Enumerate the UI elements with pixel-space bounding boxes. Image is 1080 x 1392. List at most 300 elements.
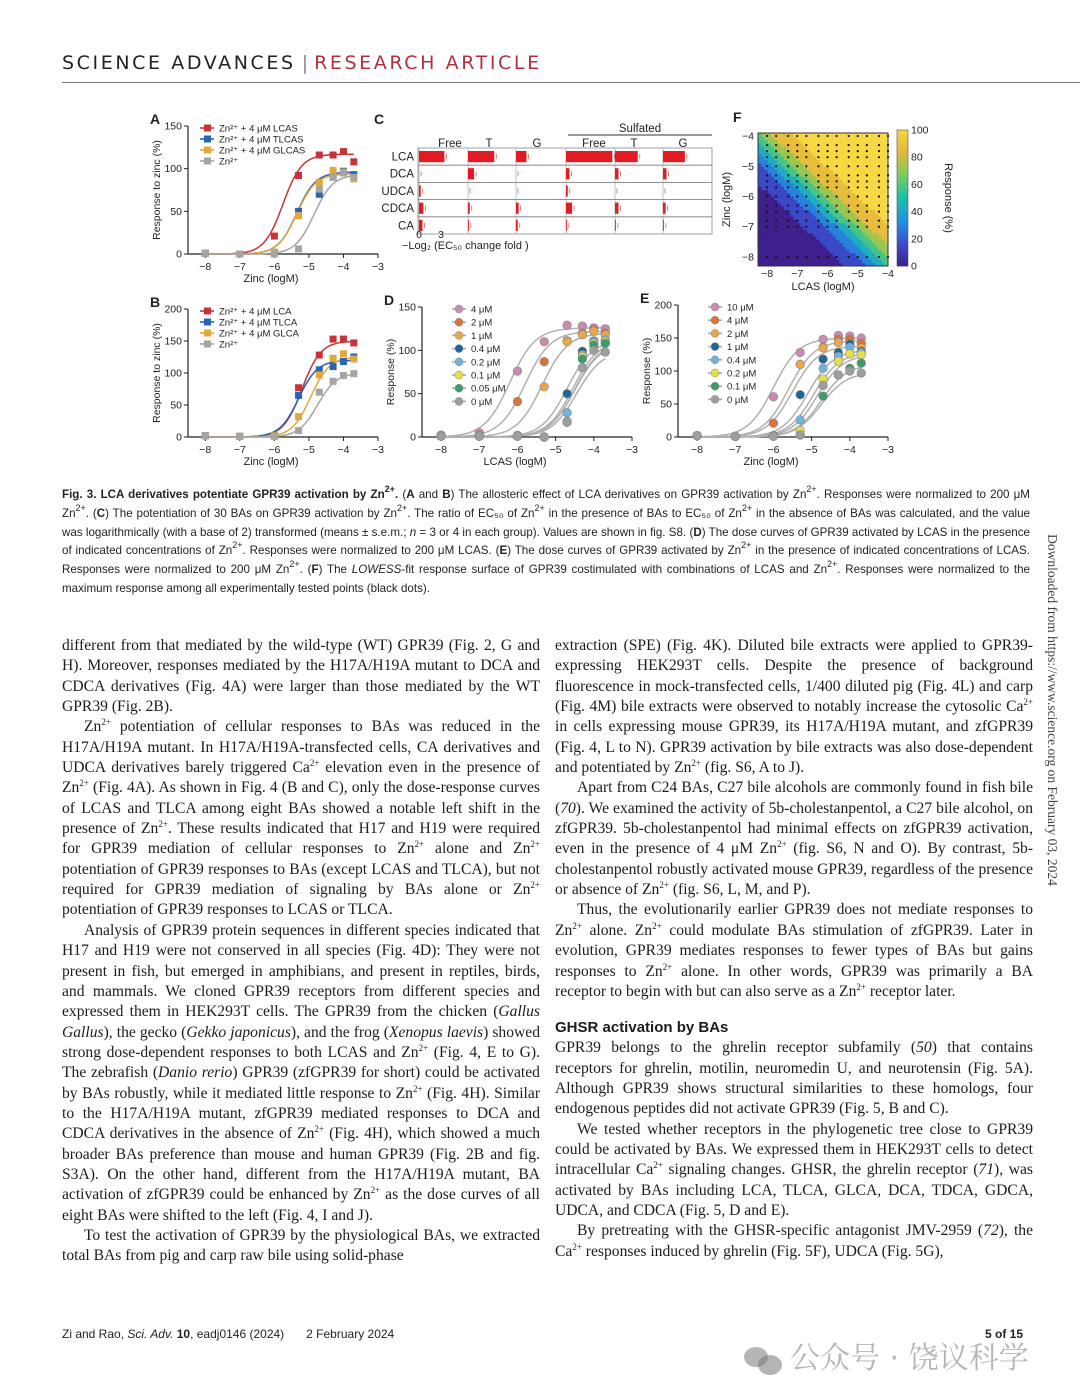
- heatmap-cell: [761, 206, 765, 210]
- heatmap-cell: [800, 150, 804, 154]
- heatmap-cell: [843, 249, 847, 253]
- tested-point: [766, 204, 768, 206]
- heatmap-cell: [771, 223, 775, 227]
- heatmap-cell: [869, 160, 873, 164]
- heatmap-cell: [872, 243, 876, 247]
- heatmap-cell: [771, 146, 775, 150]
- tested-point: [866, 220, 868, 222]
- heatmap-cell: [791, 160, 795, 164]
- heatmap-cell: [862, 180, 866, 184]
- heatmap-cell: [810, 223, 814, 227]
- bar: [516, 220, 518, 231]
- tested-point: [817, 165, 819, 167]
- heatmap-cell: [878, 229, 882, 233]
- heatmap-cell: [826, 153, 830, 157]
- heatmap-cell: [836, 249, 840, 253]
- heatmap-cell: [765, 239, 769, 243]
- heatmap-cell: [810, 213, 814, 217]
- heatmap-cell: [794, 236, 798, 240]
- heatmap-cell: [875, 140, 879, 144]
- heatmap-cell: [882, 150, 886, 154]
- heatmap-cell: [771, 249, 775, 253]
- heatmap-cell: [817, 146, 821, 150]
- heatmap-cell: [813, 146, 817, 150]
- heatmap-cell: [872, 156, 876, 160]
- heatmap-cell: [852, 196, 856, 200]
- heatmap-cell: [771, 233, 775, 237]
- heatmap-cell: [869, 143, 873, 147]
- heatmap-cell: [839, 163, 843, 167]
- heatmap-cell: [872, 229, 876, 233]
- heatmap-cell: [778, 190, 782, 194]
- tested-point: [805, 174, 807, 176]
- heatmap-cell: [761, 190, 765, 194]
- heatmap-cell: [761, 256, 765, 260]
- tested-point: [805, 186, 807, 188]
- tested-point: [887, 226, 889, 228]
- tested-point: [817, 210, 819, 212]
- y-tick-label: −6: [742, 190, 754, 203]
- heatmap-cell: [817, 233, 821, 237]
- heatmap-cell: [826, 140, 830, 144]
- heatmap-cell: [765, 146, 769, 150]
- heatmap-cell: [768, 219, 772, 223]
- heatmap-cell: [778, 140, 782, 144]
- legend-marker: [455, 371, 463, 379]
- heatmap-cell: [846, 146, 850, 150]
- heatmap-cell: [768, 190, 772, 194]
- heatmap-cell: [778, 183, 782, 187]
- heatmap-cell: [820, 183, 824, 187]
- heatmap-cell: [843, 196, 847, 200]
- heatmap-cell: [852, 140, 856, 144]
- row-label: UDCA: [381, 185, 414, 198]
- heatmap-cell: [865, 170, 869, 174]
- watermark-text: 公众号 · 饶议科学: [790, 1341, 1029, 1376]
- heatmap-cell: [758, 143, 762, 147]
- tested-point: [775, 204, 777, 206]
- heatmap-cell: [875, 206, 879, 210]
- heatmap-cell: [807, 233, 811, 237]
- heatmap-cell: [823, 216, 827, 220]
- tested-point: [787, 226, 789, 228]
- tested-point: [848, 165, 850, 167]
- heatmap-cell: [791, 153, 795, 157]
- data-point: [350, 158, 357, 165]
- tested-point: [796, 156, 798, 158]
- heatmap-cell: [758, 200, 762, 204]
- heatmap-cell: [859, 180, 863, 184]
- heatmap-cell: [846, 249, 850, 253]
- heatmap-cell: [843, 173, 847, 177]
- heatmap-cell: [859, 203, 863, 207]
- heatmap-cell: [765, 216, 769, 220]
- heatmap-cell: [797, 140, 801, 144]
- y-tick-label: −5: [742, 160, 754, 173]
- heatmap-cell: [869, 246, 873, 250]
- heatmap-cell: [830, 173, 834, 177]
- heatmap-cell: [843, 256, 847, 260]
- tested-point: [836, 150, 838, 152]
- x-tick-label: −6: [268, 444, 281, 456]
- heatmap-cell: [791, 206, 795, 210]
- heatmap-cell: [771, 186, 775, 190]
- bar: [566, 185, 568, 196]
- heatmap-cell: [758, 146, 762, 150]
- bar: [419, 203, 423, 214]
- data-point: [236, 251, 243, 258]
- heatmap-cell: [781, 186, 785, 190]
- heatmap-cell: [771, 226, 775, 230]
- heatmap-cell: [830, 150, 834, 154]
- tested-point: [857, 150, 859, 152]
- heatmap-cell: [813, 150, 817, 154]
- heatmap-cell: [830, 156, 834, 160]
- heatmap-cell: [859, 146, 863, 150]
- heatmap-cell: [852, 160, 856, 164]
- heatmap-cell: [862, 219, 866, 223]
- heatmap-cell: [781, 183, 785, 187]
- heatmap-cell: [862, 160, 866, 164]
- heatmap-cell: [872, 203, 876, 207]
- data-point: [295, 384, 302, 391]
- heatmap-cell: [813, 153, 817, 157]
- heatmap-cell: [765, 160, 769, 164]
- tested-point: [817, 204, 819, 206]
- tested-point: [826, 165, 828, 167]
- heatmap-cell: [820, 143, 824, 147]
- download-note-text: Downloaded from https://www.science.org on February 03, 2024: [1045, 534, 1060, 886]
- heatmap-cell: [787, 170, 791, 174]
- legend-marker: [711, 382, 719, 390]
- tested-point: [878, 165, 880, 167]
- heatmap-cell: [810, 193, 814, 197]
- heatmap-cell: [862, 226, 866, 230]
- bar: [663, 220, 664, 231]
- heatmap-cell: [862, 213, 866, 217]
- heatmap-cell: [862, 163, 866, 167]
- data-point: [316, 389, 323, 396]
- heatmap-cell: [865, 176, 869, 180]
- heatmap-cell: [856, 249, 860, 253]
- heatmap-cell: [758, 203, 762, 207]
- tested-point: [887, 135, 889, 137]
- heatmap-cell: [800, 253, 804, 257]
- heatmap-cell: [843, 150, 847, 154]
- heatmap-cell: [800, 173, 804, 177]
- tested-point: [817, 226, 819, 228]
- heatmap-cell: [856, 176, 860, 180]
- tested-point: [796, 180, 798, 182]
- heatmap-cell: [859, 219, 863, 223]
- tested-point: [857, 220, 859, 222]
- heatmap-cell: [872, 133, 876, 137]
- legend-label: 1 μM: [727, 342, 749, 354]
- heatmap-cell: [843, 213, 847, 217]
- tested-point: [836, 156, 838, 158]
- data-point: [563, 418, 572, 427]
- heatmap-cell: [804, 249, 808, 253]
- legend-marker: [455, 345, 463, 353]
- heatmap-cell: [804, 259, 808, 263]
- heatmap-cell: [804, 200, 808, 204]
- heatmap-cell: [820, 233, 824, 237]
- y-tick-label: 100: [654, 365, 672, 378]
- heatmap-cell: [833, 206, 837, 210]
- heatmap-cell: [849, 176, 853, 180]
- heatmap-cell: [872, 143, 876, 147]
- heatmap-cell: [787, 259, 791, 263]
- heatmap-cell: [800, 156, 804, 160]
- heatmap-cell: [836, 213, 840, 217]
- heatmap-cell: [830, 136, 834, 140]
- heatmap-cell: [778, 219, 782, 223]
- heatmap-cell: [765, 176, 769, 180]
- heatmap-cell: [781, 133, 785, 137]
- heatmap-cell: [862, 259, 866, 263]
- heatmap-cell: [856, 160, 860, 164]
- heatmap-cell: [830, 176, 834, 180]
- heatmap-cell: [843, 233, 847, 237]
- heatmap-cell: [768, 236, 772, 240]
- row-label: LCA: [391, 151, 414, 164]
- panel-D: [384, 292, 638, 468]
- heatmap-cell: [852, 216, 856, 220]
- heatmap-cell: [771, 180, 775, 184]
- heatmap-cell: [882, 216, 886, 220]
- heatmap-cell: [794, 140, 798, 144]
- x-tick-label: −3: [626, 444, 638, 456]
- heatmap-cell: [761, 236, 765, 240]
- tested-point: [775, 220, 777, 222]
- bar: [566, 168, 570, 179]
- heatmap-cell: [758, 156, 762, 160]
- data-point: [796, 348, 805, 357]
- tested-point: [796, 256, 798, 258]
- heatmap-cell: [882, 133, 886, 137]
- tested-point: [887, 144, 889, 146]
- heatmap-cell: [787, 140, 791, 144]
- tested-point: [857, 144, 859, 146]
- heatmap-cell: [774, 170, 778, 174]
- heatmap-cell: [794, 216, 798, 220]
- heatmap-cell: [862, 249, 866, 253]
- heatmap-cell: [791, 226, 795, 230]
- heatmap-cell: [791, 163, 795, 167]
- tested-point: [887, 195, 889, 197]
- heatmap-cell: [758, 206, 762, 210]
- y-axis-label: Response (%): [641, 337, 653, 405]
- colorbar-tick-label: 40: [911, 206, 923, 219]
- heatmap-cell: [800, 186, 804, 190]
- heatmap-cell: [836, 140, 840, 144]
- heatmap-cell: [820, 223, 824, 227]
- heatmap-cell: [810, 146, 814, 150]
- heatmap-cell: [843, 146, 847, 150]
- heatmap-cell: [843, 246, 847, 250]
- heatmap-cell: [781, 150, 785, 154]
- heatmap-cell: [878, 249, 882, 253]
- heatmap-cell: [852, 180, 856, 184]
- heatmap-cell: [758, 256, 762, 260]
- heatmap-cell: [820, 226, 824, 230]
- heatmap-cell: [758, 209, 762, 213]
- heatmap-cell: [862, 176, 866, 180]
- heatmap-cell: [875, 239, 879, 243]
- heatmap-cell: [852, 173, 856, 177]
- heatmap-cell: [826, 213, 830, 217]
- heatmap-cell: [859, 156, 863, 160]
- heatmap-cell: [862, 200, 866, 204]
- heatmap-cell: [859, 239, 863, 243]
- tested-point: [878, 135, 880, 137]
- heatmap-cell: [761, 180, 765, 184]
- heatmap-cell: [761, 259, 765, 263]
- data-point: [202, 250, 209, 257]
- heatmap-cell: [852, 136, 856, 140]
- heatmap-cell: [843, 203, 847, 207]
- heatmap-cell: [774, 206, 778, 210]
- heatmap-cell: [813, 143, 817, 147]
- heatmap-cell: [807, 170, 811, 174]
- heatmap-cell: [758, 153, 762, 157]
- heatmap-cell: [852, 146, 856, 150]
- heatmap-cell: [778, 143, 782, 147]
- group-header: Sulfated: [618, 123, 662, 135]
- heatmap-cell: [781, 160, 785, 164]
- heatmap-cell: [836, 176, 840, 180]
- heatmap-cell: [882, 140, 886, 144]
- x-tick-label: −8: [761, 268, 774, 280]
- heatmap-cell: [784, 223, 788, 227]
- heatmap-cell: [878, 206, 882, 210]
- heatmap-cell: [800, 206, 804, 210]
- heatmap-cell: [774, 176, 778, 180]
- heatmap-cell: [791, 180, 795, 184]
- data-point: [796, 390, 805, 399]
- heatmap-cell: [797, 246, 801, 250]
- heatmap-cell: [758, 176, 762, 180]
- heatmap-cell: [761, 143, 765, 147]
- heatmap-cell: [761, 133, 765, 137]
- tested-point: [878, 210, 880, 212]
- heatmap-cell: [807, 249, 811, 253]
- heatmap-cell: [849, 190, 853, 194]
- data-point: [819, 381, 828, 390]
- row-label: DCA: [389, 168, 414, 181]
- heatmap-cell: [784, 183, 788, 187]
- heatmap-cell: [882, 196, 886, 200]
- heatmap-cell: [862, 209, 866, 213]
- heatmap-cell: [878, 160, 882, 164]
- heatmap-cell: [839, 176, 843, 180]
- heatmap-cell: [869, 133, 873, 137]
- heatmap-cell: [826, 253, 830, 257]
- heatmap-cell: [771, 200, 775, 204]
- heatmap-cell: [791, 203, 795, 207]
- heatmap-cell: [875, 236, 879, 240]
- heatmap-cell: [787, 249, 791, 253]
- heatmap-cell: [797, 216, 801, 220]
- heatmap-cell: [804, 140, 808, 144]
- x-tick-label: −7: [233, 261, 246, 273]
- heatmap-cell: [882, 219, 886, 223]
- legend-marker: [455, 318, 463, 326]
- heatmap-cell: [826, 236, 830, 240]
- bar: [516, 203, 519, 214]
- heatmap-cell: [833, 153, 837, 157]
- tested-point: [826, 156, 828, 158]
- paragraph: Thus, the evolutionarily earlier GPR39 does not mediate responses to $Zn^{2+}$ alone. $Zn^{2+}$ could modulate BAs stimulation of zfGPR39. Later in evolution, GPR39 mediates responses to fewer types of BAs but gains responses to $Zn^{2+}$ alone. In other words, GPR39 was primarily a BA receptor to begin with but can also serve as a $Zn^{2+}$ receptor later.: [555, 901, 1033, 1000]
- caption-part: (D) The dose curves of GPR39 activated by LCAS in the presence of indicated concentrations of $Zn^{2+}$. Responses were normalized to 200 μM LCAS.: [62, 525, 1030, 558]
- heatmap-cell: [800, 166, 804, 170]
- heatmap-cell: [826, 170, 830, 174]
- tested-point: [805, 226, 807, 228]
- heatmap-cell: [761, 183, 765, 187]
- heatmap-cell: [810, 219, 814, 223]
- heatmap-cell: [800, 190, 804, 194]
- heatmap-cell: [865, 213, 869, 217]
- heatmap-cell: [794, 200, 798, 204]
- heatmap-cell: [882, 239, 886, 243]
- heatmap-cell: [869, 166, 873, 170]
- heatmap-cell: [761, 213, 765, 217]
- heatmap-cell: [823, 246, 827, 250]
- heatmap-cell: [882, 213, 886, 217]
- heatmap-cell: [820, 140, 824, 144]
- heatmap-cell: [761, 156, 765, 160]
- column-header: T: [630, 138, 638, 150]
- heatmap-cell: [852, 206, 856, 210]
- heatmap-cell: [761, 146, 765, 150]
- data-point: [513, 367, 522, 376]
- heatmap-cell: [869, 243, 873, 247]
- data-point: [340, 169, 347, 176]
- heatmap-cell: [761, 253, 765, 257]
- heatmap-cell: [807, 206, 811, 210]
- heatmap-cell: [878, 259, 882, 263]
- heatmap-cell: [823, 133, 827, 137]
- heatmap-cell: [800, 133, 804, 137]
- colorbar-label: Response (%): [942, 163, 954, 233]
- heatmap-cell: [771, 176, 775, 180]
- heatmap-cell: [813, 193, 817, 197]
- heatmap-cell: [872, 190, 876, 194]
- heatmap-cell: [869, 180, 873, 184]
- heatmap-cell: [862, 170, 866, 174]
- heatmap-cell: [836, 170, 840, 174]
- heatmap-cell: [768, 170, 772, 174]
- heatmap-cell: [810, 259, 814, 263]
- heatmap-cell: [869, 186, 873, 190]
- heatmap-cell: [784, 236, 788, 240]
- heatmap-cell: [852, 236, 856, 240]
- heatmap-cell: [839, 200, 843, 204]
- x-tick-label: −6: [511, 444, 524, 456]
- x-tick-label: −8: [199, 261, 212, 273]
- heatmap-cell: [758, 140, 762, 144]
- heatmap-cell: [846, 200, 850, 204]
- page-number: 5 of 15: [985, 1327, 1024, 1341]
- heatmap-cell: [817, 140, 821, 144]
- tested-point: [857, 204, 859, 206]
- heatmap-cell: [859, 213, 863, 217]
- heatmap-cell: [794, 190, 798, 194]
- heatmap-cell: [843, 236, 847, 240]
- heatmap-cell: [758, 243, 762, 247]
- heatmap-cell: [761, 196, 765, 200]
- heatmap-cell: [781, 219, 785, 223]
